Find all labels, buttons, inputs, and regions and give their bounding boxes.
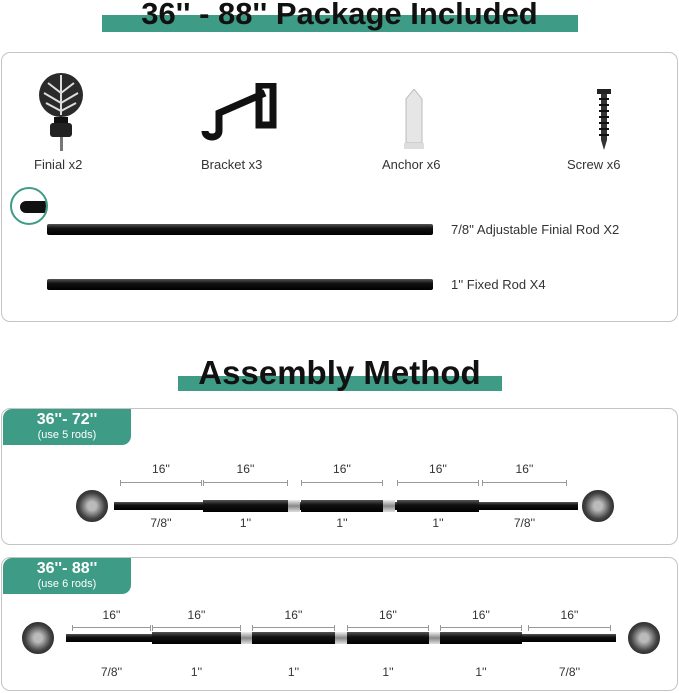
segment-diameter: 1'' xyxy=(382,665,394,679)
config-tab xyxy=(3,558,131,594)
dimension-line xyxy=(482,480,567,486)
config-note: (use 5 rods) xyxy=(37,429,97,441)
fixed-rod-image xyxy=(47,279,433,290)
assembly-title: Assembly Method xyxy=(198,354,481,391)
segment-diameter: 1'' xyxy=(475,665,487,679)
screw-icon xyxy=(596,89,612,151)
config-tab xyxy=(3,409,131,445)
segment-length: 16'' xyxy=(236,462,255,476)
package-box xyxy=(1,52,678,322)
dimension-line xyxy=(203,480,288,486)
dimension-line xyxy=(440,625,522,631)
segment-length: 16'' xyxy=(472,608,490,622)
segment-diameter: 1'' xyxy=(432,516,444,530)
config-range: 36''- 88'' xyxy=(36,560,98,577)
segment-length: 16'' xyxy=(152,462,170,476)
connector-ring xyxy=(288,500,300,512)
rod-end-detail-icon xyxy=(10,187,48,225)
segment-length: 16'' xyxy=(102,608,121,622)
finial-icon xyxy=(582,490,614,522)
rod-label: 1'' Fixed Rod X4 xyxy=(451,277,546,292)
segment-length: 16'' xyxy=(560,608,579,622)
finial-icon xyxy=(76,490,108,522)
segment-length: 16'' xyxy=(379,608,397,622)
segment-diameter: 1'' xyxy=(190,665,203,679)
item-label: Finial x2 xyxy=(34,157,83,172)
segment-diameter: 7/8'' xyxy=(513,516,536,530)
assembly-config-1 xyxy=(1,408,678,545)
finial-icon xyxy=(36,71,86,153)
item-label: Screw x6 xyxy=(567,157,621,172)
segment-length: 16'' xyxy=(515,462,534,476)
dimension-line xyxy=(252,625,335,631)
segment-length: 16'' xyxy=(333,462,351,476)
rod-segment xyxy=(397,500,479,512)
config-range: 36''- 72'' xyxy=(36,411,98,428)
segment-diameter: 7/8'' xyxy=(150,516,172,530)
dimension-line xyxy=(152,625,241,631)
segment-length: 16'' xyxy=(429,462,447,476)
assembly-config-2 xyxy=(1,557,678,691)
rod-segment xyxy=(252,632,335,644)
rod-segment xyxy=(347,632,429,644)
segment-diameter: 1'' xyxy=(336,516,348,530)
anchor-icon xyxy=(402,89,426,151)
segment-length: 16'' xyxy=(284,608,303,622)
dimension-line xyxy=(120,480,202,486)
dimension-line xyxy=(528,625,611,631)
rod-segment xyxy=(152,632,241,644)
rod-segment xyxy=(440,632,522,644)
dimension-line xyxy=(72,625,151,631)
dimension-line xyxy=(397,480,479,486)
segment-length: 16'' xyxy=(187,608,206,622)
item-label: Anchor x6 xyxy=(382,157,441,172)
config-note: (use 6 rods) xyxy=(37,578,97,590)
finial-icon xyxy=(22,622,54,654)
package-title: 36'' - 88'' Package Included xyxy=(141,0,538,31)
rod-segment xyxy=(203,500,288,512)
rod-label: 7/8'' Adjustable Finial Rod X2 xyxy=(451,222,620,237)
connector-ring xyxy=(335,632,347,644)
segment-diameter: 1'' xyxy=(239,516,252,530)
rod-segment xyxy=(301,500,383,512)
dimension-line xyxy=(347,625,429,631)
segment-diameter: 1'' xyxy=(287,665,300,679)
segment-diameter: 7/8'' xyxy=(558,665,581,679)
bracket-icon xyxy=(199,83,279,143)
finial-rod-image xyxy=(47,224,433,235)
segment-diameter: 7/8'' xyxy=(100,665,123,679)
finial-icon xyxy=(628,622,660,654)
dimension-line xyxy=(301,480,383,486)
connector-ring xyxy=(383,500,395,512)
item-label: Bracket x3 xyxy=(201,157,263,172)
